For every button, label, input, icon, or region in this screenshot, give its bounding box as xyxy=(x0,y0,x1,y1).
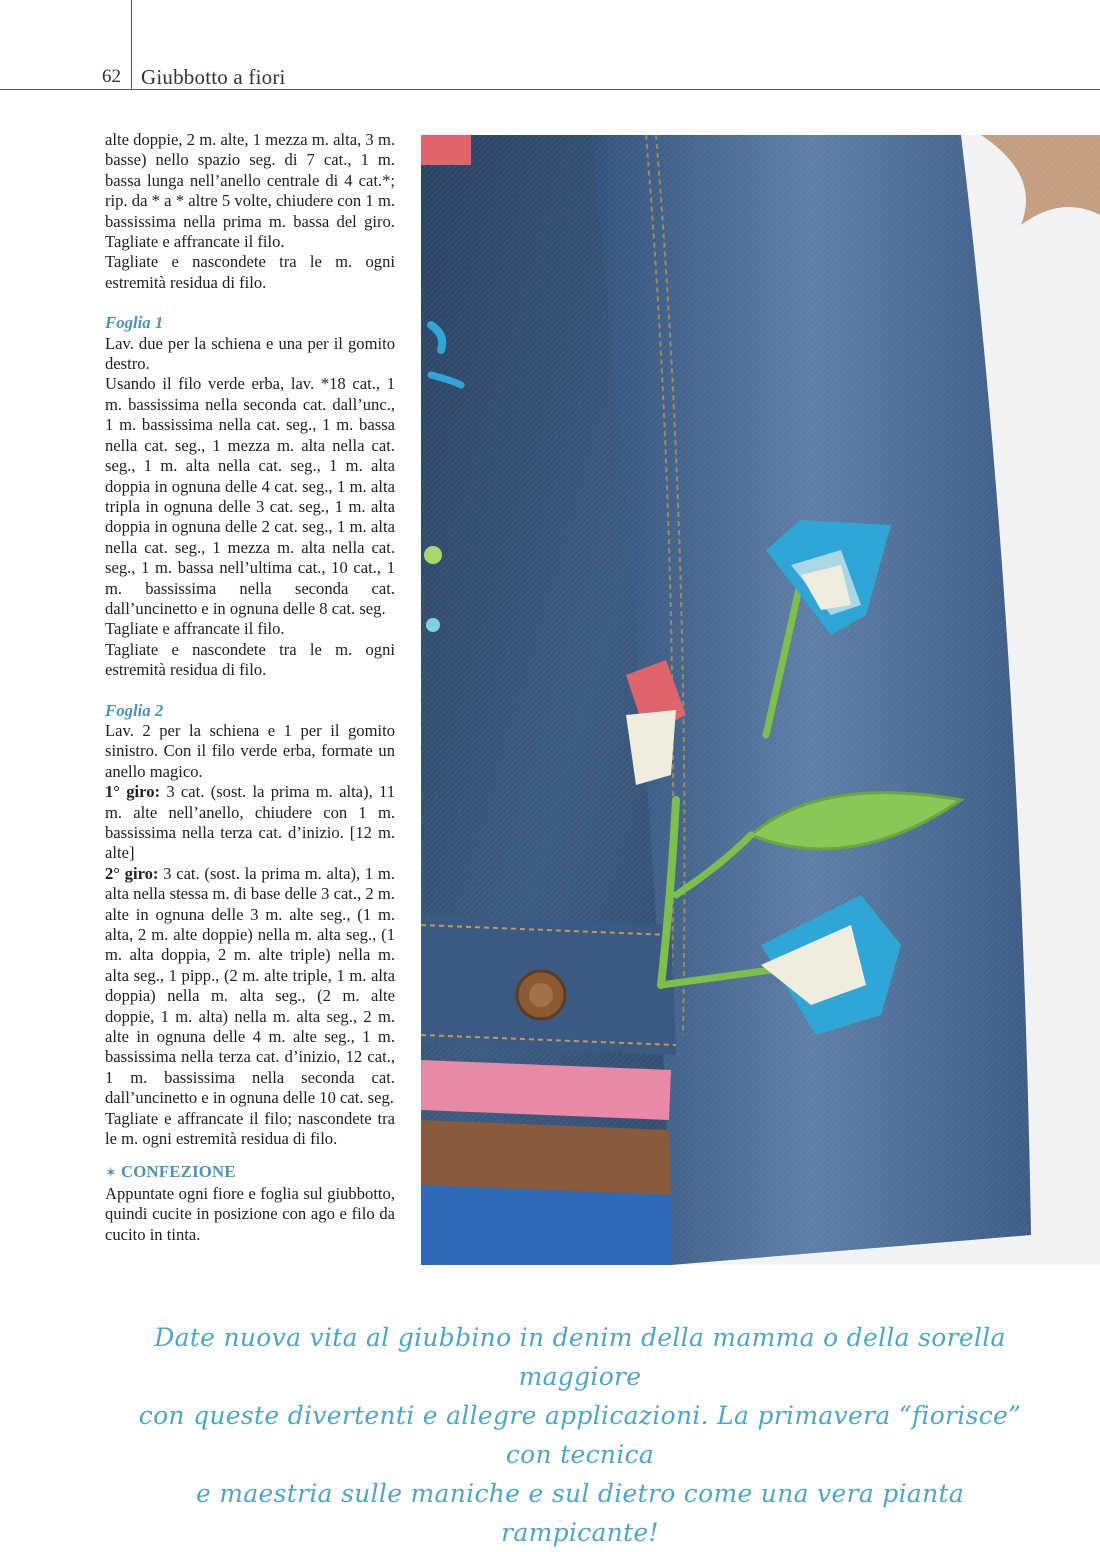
round-text: 3 cat. (sost. la prima m. alta), 11 m. alte nell’anello, chiudere con 1 m. bassissima nella terza cat. d’inizio. [12 m. alte] xyxy=(105,782,395,863)
foglia-1-paragraph: Tagliate e nascondete tra le m. ogni estremità residua di filo. xyxy=(105,639,395,680)
foglia-2-round-1 xyxy=(105,782,395,864)
section-title-foglia-1: Foglia 1 xyxy=(105,313,164,333)
foglia-1-paragraph: Tagliate e affrancate il filo. xyxy=(105,619,285,639)
foglia-2-round-2 xyxy=(105,864,395,1109)
caption-line: e maestria sulle maniche e sul dietro come una vera pianta rampicante! xyxy=(195,1479,965,1547)
instructions-column xyxy=(105,130,395,1245)
foglia-1-paragraph: Lav. due per la schiena e una per il gomito destro. xyxy=(105,333,395,374)
running-title: Giubbotto a fiori xyxy=(141,65,286,89)
round-label: 2° giro: xyxy=(105,863,159,883)
section-title-foglia-2: Foglia 2 xyxy=(105,700,164,720)
intro-paragraph: Tagliate e nascondete tra le m. ogni estremità residua di filo. xyxy=(105,252,395,292)
intro-paragraph: alte doppie, 2 m. alte, 1 mezza m. alta, 3 m. basse) nello spazio seg. di 7 cat., 1 m. bassa lunga nell’anello centrale di 4 cat.*; rip. da * a * altre 5 volte, chiudere con 1 m. bassissima nella prima m. bassa del giro. Tagliate e affrancate il filo. xyxy=(105,130,395,252)
page-number: 62 xyxy=(102,66,121,87)
foglia-1-paragraph: Usando il filo verde erba, lav. *18 cat., 1 m. bassissima nella seconda cat. dall’unc., 1 m. bassissima nella cat. seg., 1 m. bassa nella cat. seg., 1 mezza m. alta nella cat. seg., 1 m. alta nella cat. seg., 1 m. alta doppia in ognuna delle 4 cat. seg., 1 m. alta tripla in ognuna delle 3 cat. seg., 1 m. alta doppia in ognuna delle 2 cat. seg., 1 m. alta nella cat. seg., 1 mezza m. alta nella cat. seg., 1 m. bassa nell’ultima cat., 10 cat., 1 m. bassissima nella seconda cat. dall’uncinetto e in ognuna delle 8 cat. seg. xyxy=(105,374,395,618)
photo-caption xyxy=(120,1318,1040,1552)
jacket-photo-illustration xyxy=(421,135,1100,1265)
jacket-photo xyxy=(421,135,1100,1265)
section-title-confezione xyxy=(105,1162,395,1184)
confezione-paragraph: Appuntate ogni fiore e foglia sul giubbotto, quindi cucite in posizione con ago e filo da cucito in tinta. xyxy=(105,1183,395,1244)
round-label: 1° giro: xyxy=(105,782,161,802)
foglia-2-paragraph: Lav. 2 per la schiena e 1 per il gomito sinistro. Con il filo verde erba, formate un anello magico. xyxy=(105,720,395,781)
header-divider xyxy=(131,0,132,90)
caption-line: Date nuova vita al giubbino in denim della mamma o della sorella maggiore xyxy=(154,1323,1006,1391)
foglia-2-paragraph: Tagliate e affrancate il filo; nascondete tra le m. ogni estremità residua di filo. xyxy=(105,1108,395,1149)
star-icon: ✶ xyxy=(105,1165,117,1181)
confezione-title-text: CONFEZIONE xyxy=(120,1161,236,1181)
round-text: 3 cat. (sost. la prima m. alta), 1 m. alta nella stessa m. di base delle 3 cat., 2 m. alte in ognuna delle 3 m. alte seg., (1 m. alta, 2 m. alte doppie) nella m. alta seg., (1 m. alta doppia, 2 m. alte triple) nella m. alta seg., 1 pipp., (2 m. alte triple, 1 m. alta doppia) nella m. alta seg., (2 m. alte doppie, 1 m. alta) nella m. alta seg., 2 m. alte in ognuna delle 4 m. alte seg., 1 m. bassissima nella terza cat. d’inizio, 12 cat., 1 m. bassissima nella seconda cat. dall’uncinetto e in ognuna delle 10 cat. seg. xyxy=(105,863,395,1108)
caption-line: con queste divertenti e allegre applicazioni. La primavera “fiorisce” con tecnica xyxy=(138,1401,1022,1469)
